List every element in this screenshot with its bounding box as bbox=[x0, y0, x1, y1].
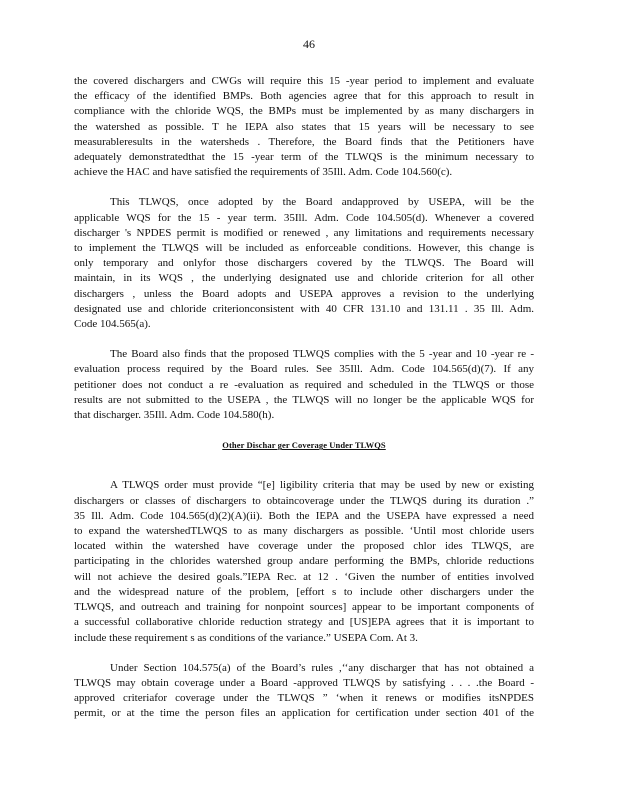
paragraph bbox=[74, 478, 534, 645]
text-line: permit, or at the time the person files an application for certification under section 401 of the bbox=[74, 707, 534, 720]
text-line: compliance with the chloride WQS, the BMPs must be implemented by as many dischargers in bbox=[74, 105, 534, 118]
text-line: to implement the TLWQS will be included as enforceable conditions. However, this change is bbox=[74, 242, 534, 255]
text-line: measurableresults in the watersheds . Therefore, the Board finds that the Petitioners have bbox=[74, 135, 534, 148]
text-line: located within the watershed have coverage under the proposed chlor ides TLWQS, are bbox=[74, 540, 534, 553]
text-line: A TLWQS order must provide “[e] ligibility criteria that may be used by new or existing bbox=[110, 479, 534, 492]
text-line: Under Section 104.575(a) of the Board’s rules ,‘‘any discharger that has not obtained a bbox=[110, 661, 534, 674]
text-line: results are not submitted to the USEPA , the TLWQS will no longer be the applicable WQS for bbox=[74, 393, 534, 406]
text-line: This TLWQS, once adopted by the Board andapproved by USEPA, will be the bbox=[110, 196, 534, 209]
paragraph bbox=[74, 74, 534, 180]
paragraph bbox=[74, 661, 534, 722]
text-line: will not achieve the desired goals.”IEPA Rec. at 12 . ‘Given the number of entities involved bbox=[74, 570, 534, 583]
document-body bbox=[74, 74, 534, 737]
text-line: a successful collaborative chloride reduction strategy and [US]EPA agrees that it is important to bbox=[74, 616, 534, 629]
text-line: dischargers or classes of dischargers to obtaincoverage under the TLWQS during its duration .” bbox=[74, 494, 534, 507]
text-line: dischargers , unless the Board adopts and USEPA approves a revision to the underlying bbox=[74, 287, 534, 300]
text-line: The Board also finds that the proposed TLWQS complies with the 5 -year and 10 -year re - bbox=[110, 348, 534, 361]
text-line: approved criteriafor coverage under the TLWQS ” ‘when it renews or modifies itsNPDES bbox=[74, 692, 534, 705]
text-line: the efficacy of the identified BMPs. Both agencies agree that for this approach to result in bbox=[74, 90, 534, 103]
text-line: participating in the chlorides watershed group andare performing the BMPs, chloride reductions bbox=[74, 555, 534, 568]
text-line: only temporary and onlyfor those dischargers covered by the TLWQS. The Board will bbox=[74, 257, 534, 270]
text-line: and the widespread nature of the problem, [effort s to include other dischargers under the bbox=[74, 585, 534, 598]
page-number: 46 bbox=[303, 37, 315, 51]
text-line: petitioner does not conduct a re -evaluation as required and scheduled in the TLWQS or those bbox=[74, 378, 534, 391]
text-line: to expand the watershedTLWQS to as many dischargers as possible. ‘Until most chloride users bbox=[74, 525, 534, 538]
text-line: the covered dischargers and CWGs will require this 15 -year period to implement and evaluate bbox=[74, 75, 534, 87]
text-line: TLWQS may obtain coverage under a Board -approved TLWQS by satisfying . . . .the Board - bbox=[74, 676, 534, 689]
paragraph bbox=[74, 195, 534, 332]
text-line: that discharger. 35Ill. Adm. Code 104.580(h). bbox=[74, 409, 275, 422]
text-line: TLWQS, and outreach and training for nonpoint sources] appear to be important components of bbox=[74, 601, 534, 614]
text-line: achieve the HAC and have satisfied the requirements of 35Ill. Adm. Code 104.560(c). bbox=[74, 166, 453, 179]
paragraph bbox=[74, 347, 534, 423]
text-line: Code 104.565(a). bbox=[74, 318, 151, 331]
text-line: adequately demonstratedthat the 15 -year term of the TLWQS is the minimum necessary to bbox=[74, 151, 534, 164]
text-line: applicable WQS for the 15 - year term. 35Ill. Adm. Code 104.505(d). Whenever a covered bbox=[74, 211, 534, 224]
text-line: discharger 's NPDES permit is modified or renewed , any limitations and requirements necessary bbox=[74, 226, 534, 239]
text-line: maintain, in its WQS , the underlying designated use and chloride criterion for all other bbox=[74, 272, 534, 285]
text-line: 35 Ill. Adm. Code 104.565(d)(2)(A)(ii). Both the IEPA and the USEPA have expressed a need bbox=[74, 509, 534, 522]
text-line: the watershed as possible. T he IEPA also states that 15 years will be necessary to see bbox=[74, 120, 534, 133]
text-line: designated use and chloride criterionconsistent with 40 CFR 131.10 and 131.11 . 35 Ill. Adm. bbox=[74, 302, 534, 315]
text-line: include these requirement s as conditions of the variance.” USEPA Com. At 3. bbox=[74, 631, 418, 644]
section-heading: Other Dischar ger Coverage Under TLWQS bbox=[222, 440, 386, 451]
text-line: evaluation process required by the Board rules. See 35Ill. Adm. Code 104.565(d)(7). If any bbox=[74, 363, 534, 376]
